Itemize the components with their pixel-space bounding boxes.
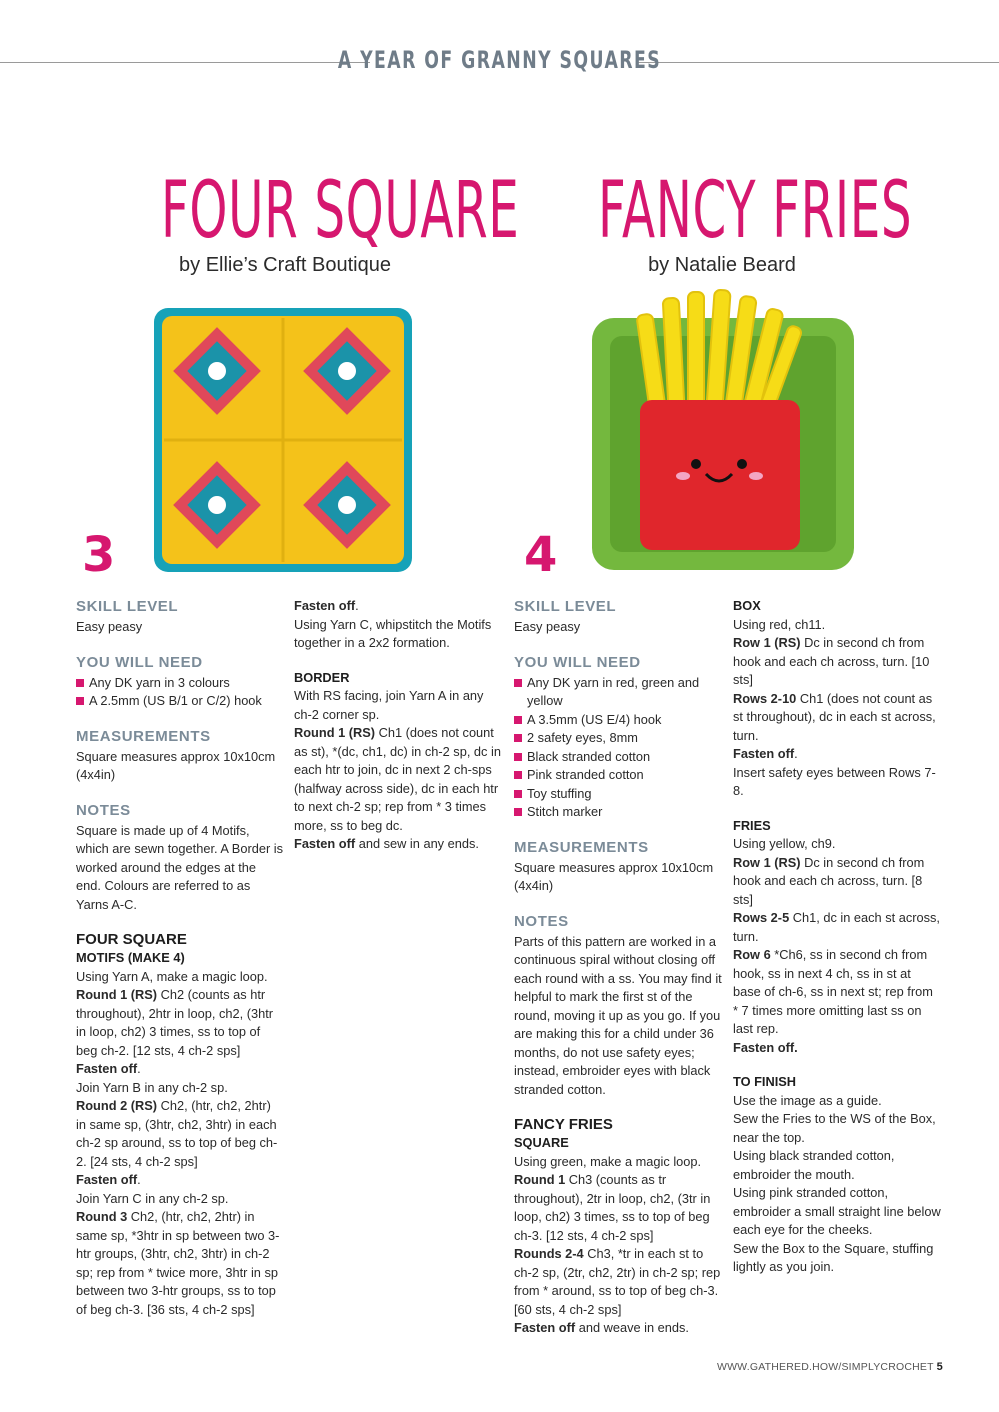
need-item: Pink stranded cotton: [514, 766, 722, 785]
bullet-icon: [514, 716, 522, 724]
instruction-line: Sew the Box to the Square, stuffing lightly as you join.: [733, 1240, 934, 1274]
row-instruction: Row 1 (RS) Dc in second ch from hook and each ch across, turn. [8 sts]: [733, 854, 925, 907]
box-subheading: BOX: [733, 598, 761, 613]
need-item: Toy stuffing: [514, 785, 722, 804]
round-instruction: Round 1 (RS) Ch2 (counts as htr throughout), 2htr in loop, ch2, (3htr in loop, ch2) 3 times, ss to top of beg ch-2. [12 sts, 4 ch-2 sps]: [76, 987, 274, 1058]
fries-subheading: FRIES: [733, 817, 771, 833]
pattern-title-four-square: FOUR SQUARE: [161, 166, 520, 256]
to-finish-subheading: TO FINISH: [733, 1074, 797, 1089]
magazine-section-title: A YEAR OF GRANNY SQUARES: [337, 46, 662, 74]
skill-level-text: Easy peasy: [514, 619, 581, 634]
notes-heading: NOTES: [76, 801, 131, 819]
round-instruction: Round 1 Ch3 (counts as tr throughout), 2tr in loop, ch2, (3tr in loop, ch2) 3 times, ss to top of beg ch-3. [12 sts, 4 ch-2 sps]: [514, 1172, 711, 1243]
fasten-off-line: Fasten off and weave in ends.: [514, 1320, 689, 1335]
pattern-byline-four-square: by Ellie’s Craft Boutique: [179, 254, 391, 276]
fancy-fries-column-2: [733, 597, 941, 1277]
notes-text: Parts of this pattern are worked in a continuous spiral without closing off each round with a ss. You may find it helpful to mark the first st of the round, moving it up as you go. If you are making this for a child under 36 months, do not use safety eyes; instead, embroider eyes with black stranded cotton.: [514, 933, 722, 1097]
bullet-icon: [514, 771, 522, 779]
four-square-column-1: [76, 597, 284, 1319]
bullet-icon: [76, 697, 84, 705]
instruction-line: Join Yarn C in any ch-2 sp.: [76, 1190, 229, 1206]
bullet-icon: [76, 679, 84, 687]
fasten-off-line: Fasten off.: [733, 1039, 798, 1055]
bullet-icon: [514, 790, 522, 798]
instruction-line: Using Yarn C, whipstitch the Motifs together in a 2x2 formation.: [294, 616, 492, 650]
border-subheading: BORDER: [294, 669, 350, 685]
need-item: A 3.5mm (US E/4) hook: [514, 711, 722, 730]
round-instruction: Round 2 (RS) Ch2, (htr, ch2, 2htr) in same sp, (3htr, ch2, 3htr) in each ch-2 sp around, ss to top of beg ch-2. [24 sts, 4 ch-2 sps]: [76, 1098, 278, 1169]
notes-text: Square is made up of 4 Motifs, which are sewn together. A Border is worked around the edges at the end. Colours are referred to as Yarns A-C.: [76, 822, 283, 912]
round-instruction: Rounds 2-4 Ch3, *tr in each st to ch-2 sp, (2tr, ch2, 2tr) in ch-2 sp; rep from * around, ss to top of beg ch-3. [60 sts, 4 ch-2 sps]: [514, 1246, 721, 1317]
instruction-line: Sew the Fries to the WS of the Box, near the top.: [733, 1111, 936, 1145]
instruction-line: Use the image as a guide.: [733, 1092, 882, 1108]
row-instruction: Rows 2-10 Ch1 (does not count as st throughout), dc in each st across, turn.: [733, 690, 936, 743]
need-item: Any DK yarn in red, green and yellow: [514, 674, 722, 711]
fancy-fries-photo: [584, 284, 860, 576]
instruction-line: Using green, make a magic loop.: [514, 1153, 702, 1169]
skill-level-heading: SKILL LEVEL: [76, 598, 179, 615]
skill-level-text: Easy peasy: [76, 619, 143, 634]
measurements-heading: MEASUREMENTS: [76, 727, 211, 745]
round-instruction: Round 3 Ch2, (htr, ch2, 2htr) in same sp, *3htr in sp between two 3-htr groups, (3htr, ch2, 3htr) in ch-2 sp; rep from * twice more, 3htr in sp between two 3-htr groups, ss to top of beg ch-3. [36 sts, 4 ch-2 sps]: [76, 1209, 280, 1317]
measurements-heading: MEASUREMENTS: [514, 838, 649, 856]
four-square-column-2: [294, 597, 502, 854]
pattern-heading: FOUR SQUARE: [76, 931, 187, 948]
instruction-line: Insert safety eyes between Rows 7-8.: [733, 764, 936, 798]
notes-heading: NOTES: [514, 912, 569, 930]
pattern-number-4: 4: [524, 527, 558, 583]
round-instruction: Round 1 (RS) Ch1 (does not count as st), *(dc, ch1, dc) in ch-2 sp, dc in each htr to join, dc in next 2 ch-sps (halfway across side), dc in each htr to next ch-2 sp; rep from * 3 times more, ss to beg dc.: [294, 725, 501, 833]
instruction-line: With RS facing, join Yarn A in any ch-2 corner sp.: [294, 688, 484, 722]
row-instruction: Rows 2-5 Ch1, dc in each st across, turn.: [733, 910, 940, 944]
pattern-byline-fancy-fries: by Natalie Beard: [648, 254, 796, 276]
need-item: Stitch marker: [514, 803, 722, 822]
measurements-text: Square measures approx 10x10cm (4x4in): [76, 748, 276, 782]
instruction-line: Join Yarn B in any ch-2 sp.: [76, 1079, 228, 1095]
bullet-icon: [514, 679, 522, 687]
fasten-off-line: Fasten off.: [76, 1061, 141, 1076]
page-number: 5: [936, 1361, 943, 1373]
instruction-line: Using red, ch11.: [733, 616, 826, 632]
fasten-off-line: Fasten off.: [76, 1172, 141, 1187]
page-footer: [717, 1361, 943, 1373]
you-will-need-heading: YOU WILL NEED: [514, 653, 641, 671]
pattern-heading: FANCY FRIES: [514, 1116, 613, 1133]
need-item: A 2.5mm (US B/1 or C/2) hook: [76, 692, 284, 711]
fasten-off-line: Fasten off.: [733, 746, 798, 761]
motifs-subheading: MOTIFS (MAKE 4): [76, 950, 185, 965]
pattern-number-3: 3: [82, 527, 116, 583]
fancy-fries-column-1: [514, 597, 722, 1338]
pattern-title-fancy-fries: FANCY FRIES: [598, 166, 913, 256]
bullet-icon: [514, 734, 522, 742]
you-will-need-heading: YOU WILL NEED: [76, 653, 203, 671]
fasten-off-line: Fasten off and sew in any ends.: [294, 836, 479, 851]
row-instruction: Row 6 *Ch6, ss in second ch from hook, ss in next 4 ch, ss in st at base of ch-6, ss in next st; rep from * 7 times more omitting last ss on last rep.: [733, 947, 933, 1036]
measurements-text: Square measures approx 10x10cm (4x4in): [514, 859, 714, 893]
bullet-icon: [514, 753, 522, 761]
fasten-off-line: Fasten off.: [294, 598, 359, 613]
instruction-line: Using black stranded cotton, embroider the mouth.: [733, 1148, 895, 1182]
right-eye-shape: [737, 459, 747, 469]
need-item: Black stranded cotton: [514, 748, 722, 767]
skill-level-heading: SKILL LEVEL: [514, 598, 617, 615]
left-eye-shape: [691, 459, 701, 469]
need-item: 2 safety eyes, 8mm: [514, 729, 722, 748]
fries-box-shape: [640, 400, 800, 550]
square-subheading: SQUARE: [514, 1135, 569, 1150]
four-square-photo: [148, 304, 418, 576]
need-item: Any DK yarn in 3 colours: [76, 674, 284, 693]
row-instruction: Row 1 (RS) Dc in second ch from hook and each ch across, turn. [10 sts]: [733, 635, 930, 687]
instruction-line: Using pink stranded cotton, embroider a small straight line below each eye for the cheeks.: [733, 1185, 941, 1237]
instruction-line: Using Yarn A, make a magic loop.: [76, 968, 268, 984]
bullet-icon: [514, 808, 522, 816]
instruction-line: Using yellow, ch9.: [733, 836, 836, 851]
footer-url[interactable]: WWW.GATHERED.HOW/SIMPLYCROCHET: [716, 1361, 934, 1373]
